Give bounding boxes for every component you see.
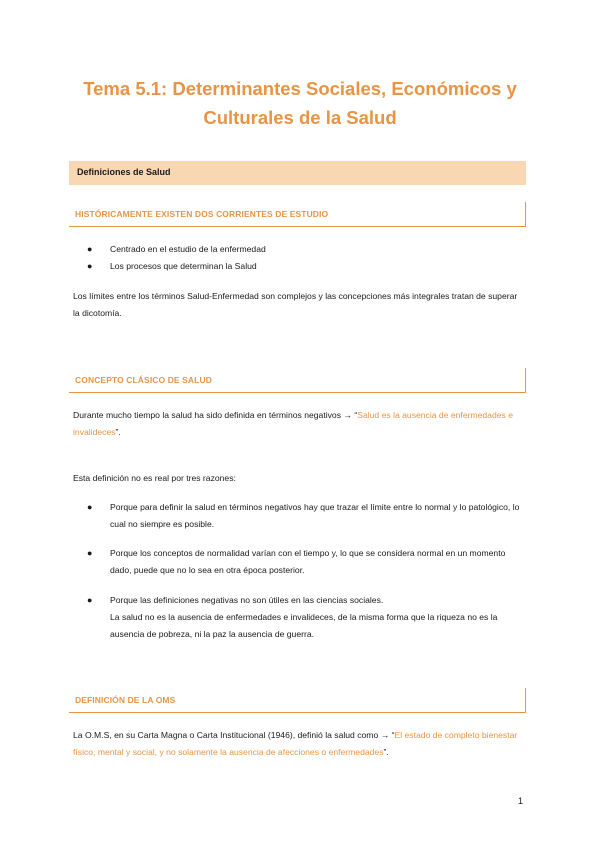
heading-definicion-oms: DEFINICIÓN DE LA OMS <box>69 688 526 713</box>
reason-note: La salud no es la ausencia de enfermedades e invalideces, de la misma forma que la riqueza no es la ausencia de pobreza, ni la paz la ausencia de guerra. <box>110 612 498 639</box>
paragraph-definicion-oms: La O.M.S, en su Carta Magna o Carta Institucional (1946), definió la salud como → “El estado de completo bienestar físico, mental y social, y no solamente la ausencia de afecciones o enfermedades”. <box>73 730 518 757</box>
bullet-icon: ● <box>87 595 93 605</box>
paragraph-tres-razones: Esta definición no es real por tres razones: <box>73 473 236 483</box>
paragraph-limites: Los límites entre los términos Salud-Enfermedad son complejos y las concepciones más integrales tratan de superar la dicotomía. <box>73 291 518 318</box>
bullet-icon: ● <box>87 502 93 512</box>
bullet-icon: ● <box>87 261 93 271</box>
bullet-list-razones-2 <box>87 545 527 579</box>
bullet-list-razones-3 <box>87 592 527 643</box>
page-title: Tema 5.1: Determinantes Sociales, Económicos y Culturales de la Salud <box>83 78 517 128</box>
bullet-icon: ● <box>87 548 93 558</box>
page-number: 1 <box>518 796 524 806</box>
list-item: ● Porque los conceptos de normalidad varían con el tiempo y, lo que se considera normal en un momento dado, puede que no lo sea en otra época posterior. <box>87 545 527 579</box>
section-bar-definiciones: Definiciones de Salud <box>69 161 526 185</box>
heading-corrientes: HISTÓRICAMENTE EXISTEN DOS CORRIENTES DE ESTUDIO <box>69 202 526 227</box>
highlight-quote: Salud es la ausencia de enfermedades e invalideces <box>73 410 513 437</box>
list-item: ● Los procesos que determinan la Salud <box>87 258 527 275</box>
list-item: ● Centrado en el estudio de la enfermedad <box>87 241 527 258</box>
list-item: ● Porque las definiciones negativas no son útiles en las ciencias sociales. La salud no es la ausencia de enfermedades e invalideces, de la misma forma que la riqueza no es la ausencia de pobreza, ni la paz la ausencia de guerra. <box>87 592 527 643</box>
list-item: ● Porque para definir la salud en términos negativos hay que trazar el límite entre lo normal y lo patológico, lo cual no siempre es posible. <box>87 499 527 533</box>
highlight-quote: El estado de completo bienestar físico, mental y social, y no solamente la ausencia de afecciones o enfermedades <box>73 730 518 757</box>
bullet-list-corrientes <box>87 241 527 275</box>
bullet-icon: ● <box>87 244 93 254</box>
bullet-list-razones <box>87 499 527 533</box>
heading-concepto-clasico: CONCEPTO CLÁSICO DE SALUD <box>69 368 526 393</box>
paragraph-concepto-clasico: Durante mucho tiempo la salud ha sido definida en términos negativos → “Salud es la ausencia de enfermedades e invalideces”. <box>73 410 513 437</box>
